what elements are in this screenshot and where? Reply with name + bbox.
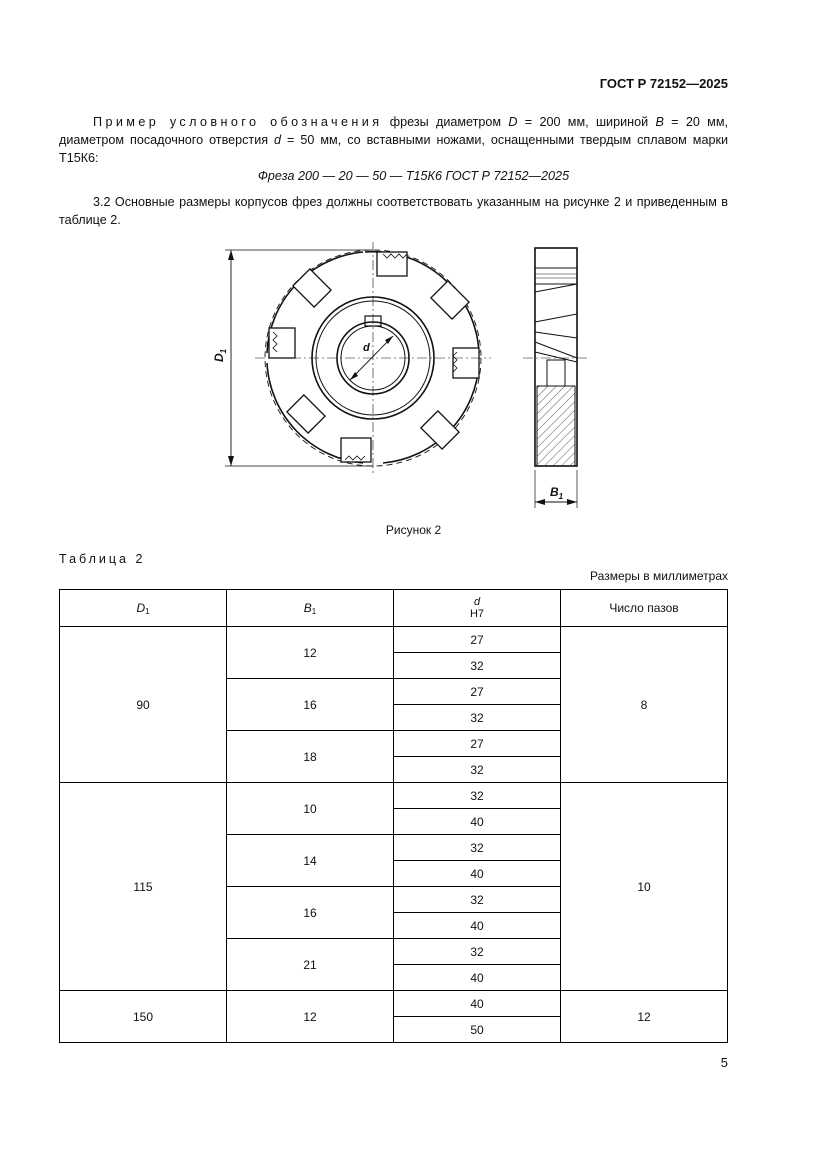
cell-d: 50: [394, 1017, 561, 1043]
cell-d: 32: [394, 939, 561, 965]
cell-slots: 8: [561, 627, 728, 783]
table-row: [60, 991, 728, 1017]
cell-d: 32: [394, 757, 561, 783]
cell-B1: 18: [227, 731, 394, 783]
cell-d: 27: [394, 679, 561, 705]
cell-d: 32: [394, 705, 561, 731]
cell-d: 32: [394, 887, 561, 913]
table-row: [60, 627, 728, 653]
cell-B1: 12: [227, 991, 394, 1043]
label-B1: $B_1$: [550, 485, 564, 501]
header-D1: $D_1$: [60, 590, 227, 627]
label-d: d: [363, 342, 370, 354]
label-D1: $D_1$: [212, 348, 228, 362]
cell-B1: 21: [227, 939, 394, 991]
cell-d: 40: [394, 991, 561, 1017]
cell-B1: 10: [227, 783, 394, 835]
cell-B1: 12: [227, 627, 394, 679]
table-label: Таблица 2: [59, 552, 146, 566]
cell-slots: 12: [561, 991, 728, 1043]
cutter-side-view: [523, 248, 589, 508]
designation-example-paragraph: Пример условного обозначения фрезы диаметром D = 200 мм, шириной B = 20 мм, диаметром посадочного отверстия d = 50 мм, со вставными ножами, оснащенными твердым сплавом марки Т15К6:: [59, 115, 728, 165]
figure-2-drawing: [195, 238, 615, 510]
figure-caption: Рисунок 2: [385, 523, 442, 537]
cell-B1: 14: [227, 835, 394, 887]
cell-d: 40: [394, 861, 561, 887]
document-header: ГОСТ Р 72152—2025: [599, 76, 728, 91]
page-number: 5: [720, 1055, 728, 1070]
cell-slots: 10: [561, 783, 728, 991]
cell-d: 32: [394, 783, 561, 809]
header-d: d H7: [394, 590, 561, 627]
header-slots: Число пазов: [561, 590, 728, 627]
cutter-front-view: [255, 242, 491, 474]
cell-d: 40: [394, 913, 561, 939]
example-lead: Пример условного обозначения: [93, 115, 383, 129]
cell-d: 32: [394, 835, 561, 861]
cell-B1: 16: [227, 679, 394, 731]
cell-d: 40: [394, 809, 561, 835]
cell-D1: 90: [60, 627, 227, 783]
table-header-row: [60, 590, 728, 627]
designation-formula: Фреза 200 — 20 — 50 — Т15К6 ГОСТ Р 72152—2025: [257, 169, 570, 183]
cell-B1: 16: [227, 887, 394, 939]
table-units: Размеры в миллиметрах: [590, 569, 728, 583]
cell-d: 27: [394, 731, 561, 757]
cell-D1: 115: [60, 783, 227, 991]
table-row: [60, 783, 728, 809]
cell-D1: 150: [60, 991, 227, 1043]
cell-d: 32: [394, 653, 561, 679]
header-B1: $B_1$: [227, 590, 394, 627]
dimensions-table: [59, 589, 728, 1043]
section-3-2-paragraph: 3.2 Основные размеры корпусов фрез должны соответствовать указанным на рисунке 2 и приведенным в таблице 2.: [59, 195, 728, 227]
cell-d: 27: [394, 627, 561, 653]
cell-d: 40: [394, 965, 561, 991]
